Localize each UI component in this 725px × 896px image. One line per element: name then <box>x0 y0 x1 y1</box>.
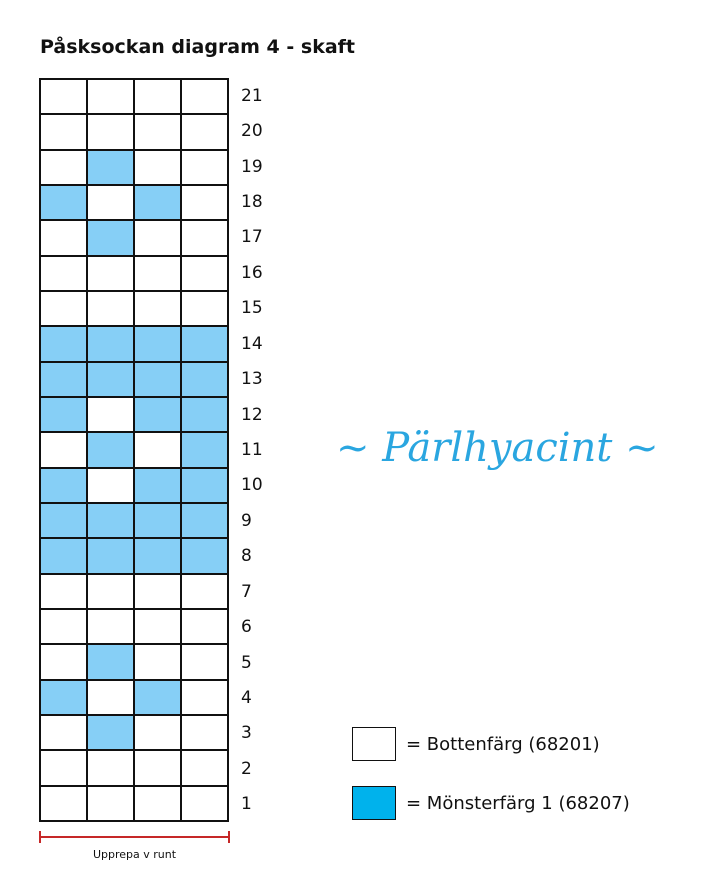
row-number: 8 <box>241 546 252 567</box>
chart-cell-pattern <box>181 397 228 432</box>
legend-item-pattern-color <box>352 786 630 820</box>
chart-cell-bottom <box>181 256 228 291</box>
chart-cell-bottom <box>134 256 181 291</box>
chart-cell-pattern <box>181 503 228 538</box>
chart-cell-pattern <box>181 432 228 467</box>
chart-cell-bottom <box>181 185 228 220</box>
chart-cell-bottom <box>40 644 87 679</box>
chart-cell-bottom <box>134 79 181 114</box>
chart-cell-bottom <box>40 220 87 255</box>
chart-cell-pattern <box>181 538 228 573</box>
row-number: 2 <box>241 758 252 779</box>
chart-cell-bottom <box>87 114 134 149</box>
chart-cell-pattern <box>134 326 181 361</box>
chart-cell-bottom <box>181 574 228 609</box>
row-number: 1 <box>241 794 252 815</box>
chart-cell-pattern <box>181 362 228 397</box>
repeat-indicator-right-tick <box>228 831 230 843</box>
legend-label: = Mönsterfärg 1 (68207) <box>406 792 630 814</box>
row-number: 20 <box>241 121 263 142</box>
chart-cell-bottom <box>181 291 228 326</box>
chart-cell-bottom <box>181 150 228 185</box>
chart-cell-pattern <box>181 326 228 361</box>
row-number: 17 <box>241 227 263 248</box>
legend-label: = Bottenfärg (68201) <box>406 733 600 755</box>
chart-cell-bottom <box>40 786 87 821</box>
watermark-text: ~ Pärlhyacint ~ <box>336 425 659 471</box>
chart-cell-bottom <box>87 609 134 644</box>
chart-cell-bottom <box>40 114 87 149</box>
row-number: 14 <box>241 333 263 354</box>
row-number: 16 <box>241 262 263 283</box>
chart-cell-bottom <box>40 715 87 750</box>
chart-cell-bottom <box>134 114 181 149</box>
chart-cell-pattern <box>134 397 181 432</box>
chart-cell-bottom <box>87 291 134 326</box>
chart-cell-bottom <box>40 79 87 114</box>
chart-cell-pattern <box>134 538 181 573</box>
row-number: 19 <box>241 156 263 177</box>
chart-cell-bottom <box>40 256 87 291</box>
chart-cell-bottom <box>40 574 87 609</box>
repeat-label: Upprepa v runt <box>92 848 177 861</box>
chart-cell-pattern <box>181 468 228 503</box>
chart-cell-bottom <box>181 114 228 149</box>
chart-cell-pattern <box>87 150 134 185</box>
chart-cell-pattern <box>40 538 87 573</box>
chart-cell-bottom <box>134 715 181 750</box>
chart-cell-pattern <box>87 644 134 679</box>
chart-cell-bottom <box>181 786 228 821</box>
chart-cell-bottom <box>181 750 228 785</box>
chart-cell-bottom <box>87 680 134 715</box>
chart-cell-bottom <box>134 786 181 821</box>
chart-cell-pattern <box>40 680 87 715</box>
chart-cell-bottom <box>181 79 228 114</box>
chart-cell-bottom <box>40 150 87 185</box>
chart-cell-pattern <box>134 362 181 397</box>
chart-cell-bottom <box>40 291 87 326</box>
legend-item-bottom-color <box>352 727 600 761</box>
chart-cell-bottom <box>87 786 134 821</box>
chart-cell-bottom <box>87 79 134 114</box>
row-number: 12 <box>241 404 263 425</box>
chart-cell-pattern <box>87 715 134 750</box>
chart-cell-pattern <box>87 503 134 538</box>
chart-cell-bottom <box>134 291 181 326</box>
chart-cell-bottom <box>134 750 181 785</box>
row-number: 15 <box>241 298 263 319</box>
chart-cell-pattern <box>40 185 87 220</box>
chart-cell-bottom <box>134 220 181 255</box>
repeat-indicator-left-tick <box>39 831 41 843</box>
row-number: 13 <box>241 369 263 390</box>
chart-cell-pattern <box>40 362 87 397</box>
chart-cell-pattern <box>134 680 181 715</box>
chart-cell-bottom <box>134 644 181 679</box>
chart-cell-pattern <box>87 220 134 255</box>
chart-cell-bottom <box>40 432 87 467</box>
chart-cell-bottom <box>181 220 228 255</box>
chart-cell-bottom <box>134 432 181 467</box>
chart-cell-pattern <box>87 538 134 573</box>
chart-cell-pattern <box>40 468 87 503</box>
chart-cell-pattern <box>40 326 87 361</box>
knitting-chart-grid <box>39 78 229 822</box>
chart-cell-bottom <box>40 750 87 785</box>
chart-cell-pattern <box>40 503 87 538</box>
repeat-indicator-line <box>40 836 229 838</box>
row-number: 4 <box>241 688 252 708</box>
chart-cell-bottom <box>87 468 134 503</box>
chart-cell-pattern <box>134 185 181 220</box>
chart-cell-bottom <box>134 150 181 185</box>
row-number: 7 <box>241 581 252 602</box>
chart-cell-bottom <box>181 680 228 715</box>
legend-swatch-blue <box>352 786 396 820</box>
row-number: 21 <box>241 85 263 106</box>
chart-cell-pattern <box>134 503 181 538</box>
row-number: 6 <box>241 617 252 638</box>
chart-cell-bottom <box>87 750 134 785</box>
row-number: 3 <box>241 723 252 744</box>
chart-cell-bottom <box>181 715 228 750</box>
chart-cell-bottom <box>87 574 134 609</box>
chart-cell-bottom <box>40 609 87 644</box>
chart-cell-bottom <box>134 609 181 644</box>
legend-swatch-white <box>352 727 396 761</box>
chart-cell-pattern <box>87 362 134 397</box>
chart-cell-pattern <box>87 326 134 361</box>
chart-cell-bottom <box>87 185 134 220</box>
chart-cell-bottom <box>87 397 134 432</box>
row-number: 5 <box>241 652 252 673</box>
row-number: 9 <box>241 510 252 531</box>
row-number: 18 <box>241 192 263 212</box>
chart-cell-bottom <box>181 609 228 644</box>
row-number: 11 <box>241 440 263 460</box>
chart-cell-bottom <box>134 574 181 609</box>
chart-cell-pattern <box>40 397 87 432</box>
chart-cell-bottom <box>87 256 134 291</box>
chart-cell-pattern <box>87 432 134 467</box>
page-title: Påsksockan diagram 4 - skaft <box>40 36 355 58</box>
chart-cell-pattern <box>134 468 181 503</box>
chart-cell-bottom <box>181 644 228 679</box>
row-number: 10 <box>241 475 263 496</box>
